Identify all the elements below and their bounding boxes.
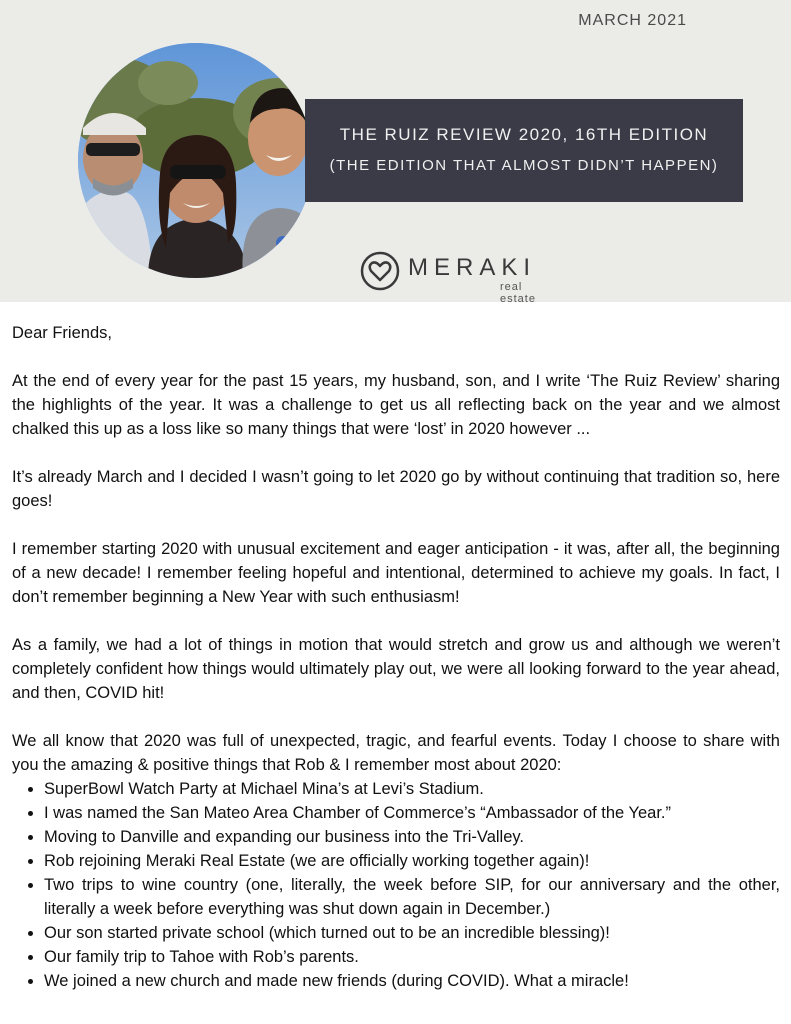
issue-date: MARCH 2021	[578, 12, 687, 29]
list-item: • Our family trip to Tahoe with Rob’s parents.	[44, 945, 780, 969]
paragraph-2: It’s already March and I decided I wasn’t going to let 2020 go by without continuing that tradition so, here goes!	[12, 468, 780, 510]
newsletter-title: THE RUIZ REVIEW 2020, 16TH EDITION	[339, 125, 709, 144]
list-item: • I was named the San Mateo Area Chamber of Commerce’s “Ambassador of the Year.”	[44, 801, 780, 825]
list-item: • We joined a new church and made new friends (during COVID). What a miracle!	[44, 969, 780, 993]
paragraph-1: At the end of every year for the past 15 years, my husband, son, and I write ‘The Ruiz Review’ sharing the highlights of the year. It was a challenge to get us all reflecting back on the year and we almost chalked this up as a loss like so many things that were ‘lost’ in 2020 however ...	[12, 372, 780, 438]
letter-body	[12, 321, 780, 993]
greeting: Dear Friends,	[12, 324, 112, 342]
list-item: • Rob rejoining Meraki Real Estate (we are officially working together again)!	[44, 849, 780, 873]
list-item: • Moving to Danville and expanding our business into the Tri-Valley.	[44, 825, 780, 849]
newsletter-header	[0, 0, 791, 305]
heart-logo-icon	[360, 251, 400, 291]
logo-name: MERAKI	[408, 254, 537, 281]
highlights-list	[12, 777, 780, 993]
list-item: • Our son started private school (which turned out to be an incredible blessing)!	[44, 921, 780, 945]
logo-subtitle: real estate	[500, 281, 536, 305]
paragraph-5: We all know that 2020 was full of unexpected, tragic, and fearful events. Today I choose to share with you the amazing & positive things that Rob & I remember most about 2020:	[12, 732, 780, 774]
family-photo-illustration	[78, 43, 313, 278]
paragraph-3: I remember starting 2020 with unusual excitement and eager anticipation - it was, after all, the beginning of a new decade! I remember feeling hopeful and intentional, determined to achieve my goals. In fact, I don’t remember beginning a New Year with such enthusiasm!	[12, 540, 780, 606]
list-item: • Two trips to wine country (one, literally, the week before SIP, for our anniversary and the other, literally a week before everything was shut down again in December.)	[44, 873, 780, 921]
newsletter-subtitle: (THE EDITION THAT ALMOST DIDN’T HAPPEN)	[329, 157, 719, 174]
paragraph-4: As a family, we had a lot of things in motion that would stretch and grow us and although we weren’t completely confident how things would ultimately play out, we were all looking forward to the year ahead, and then, COVID hit!	[12, 636, 780, 702]
title-banner	[305, 99, 743, 202]
list-item: • SuperBowl Watch Party at Michael Mina’s at Levi’s Stadium.	[44, 777, 780, 801]
family-photo	[78, 43, 313, 278]
